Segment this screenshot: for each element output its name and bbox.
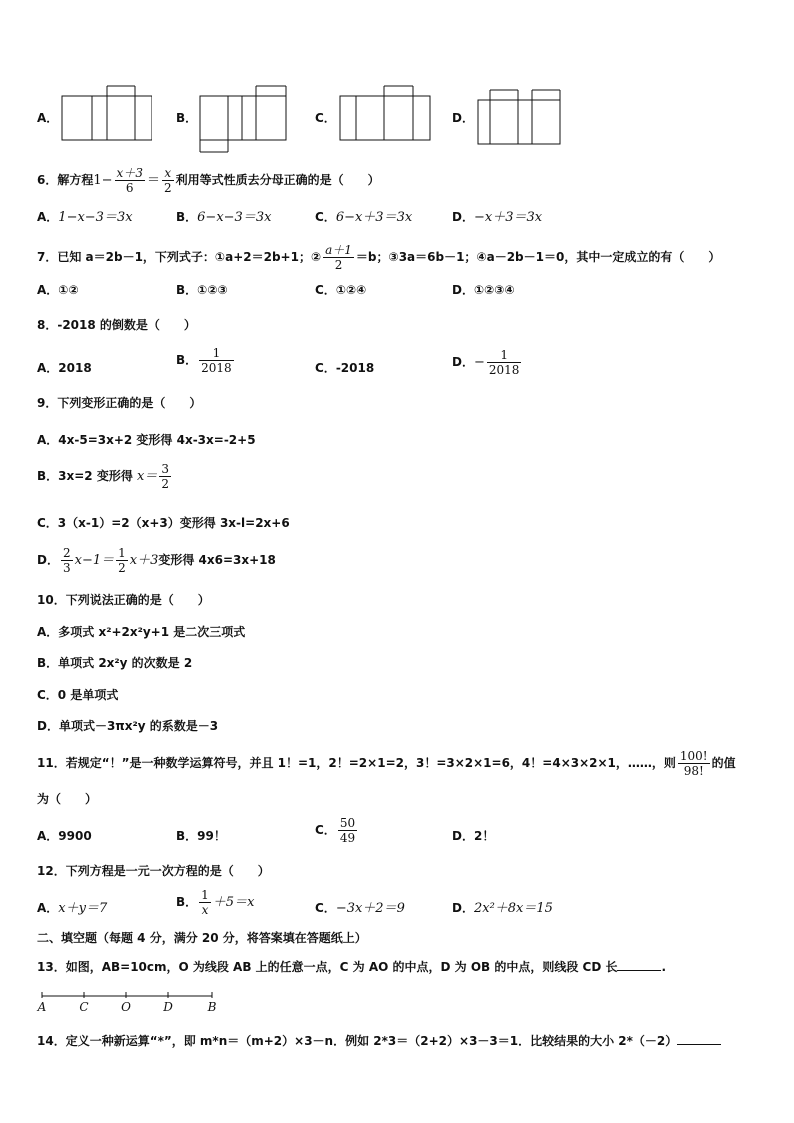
q9-option-c: C．3（x-1）=2（x+3）变形得 3x-l=2x+6 [37,516,290,530]
point-a-label: A [37,1000,47,1014]
q8-option-b: B． $\frac{1}{2018}$ [176,346,232,375]
q6-option-a: A．1−x−3＝3x [37,210,133,225]
q9-option-a: A．4x-5=3x+2 变形得 4x-3x=-2+5 [37,433,256,447]
section-2-heading: 二、填空题（每题 4 分，满分 20 分，将答案填在答题纸上） [37,931,367,945]
q10-option-d: D．单项式－3πx²y 的系数是－3 [37,719,219,733]
q10-option-c: C．0 是单项式 [37,688,119,702]
question-9-stem: 9．下列变形正确的是（ ） [37,396,202,410]
answer-blank[interactable] [677,1032,721,1045]
question-12-stem: 12．下列方程是一元一次方程的是（ ） [37,864,270,878]
question-14-stem: 14．定义一种新运算“*”，即 m*n＝（m+2）×3－n．例如 2*3＝（2+2）×3－3＝1．比较结果的大小 2*（－2） [37,1032,721,1049]
point-o-label: O [121,1000,131,1014]
q6-option-b: B．6−x−3＝3x [176,210,272,225]
q7-option-a: A．①② [37,283,79,297]
cube-net-a-icon [60,84,152,142]
cube-net-c-icon [338,84,432,144]
q8-option-a: A．2018 [37,361,92,375]
q10-option-a: A．多项式 x²+2x²y+1 是二次三项式 [37,625,246,639]
point-c-label: C [79,1000,89,1014]
q10-option-b: B．单项式 2x²y 的次数是 2 [37,656,193,670]
q12-option-b: B． $\frac{1}{x}$ ＋5＝x [176,888,255,917]
q5-option-a-label: A． [37,111,59,125]
q12-option-d: D．2x²＋8x＝15 [452,901,553,916]
q7-option-d: D．①②③④ [452,283,515,297]
question-6-stem: 6．解方程1− $\frac{x+3}{6}$ ＝ $\frac{x}{2}$ 利用等式性质去分母正确的是（ ） [37,166,380,195]
q7-option-c: C．①②④ [315,283,367,297]
cube-net-b-icon [198,84,290,154]
segment-ab-diagram [34,990,220,1014]
question-8-stem: 8．-2018 的倒数是（ ） [37,318,196,332]
q6-option-c: C．6−x＋3＝3x [315,210,413,225]
q12-option-c: C．−3x＋2＝9 [315,901,405,916]
q11-option-a: A．9900 [37,829,92,843]
q11-option-c: C． $\frac{50}{49}$ [315,816,356,845]
q7-option-b: B．①②③ [176,283,228,297]
q11-option-b: B．99！ [176,829,226,843]
q9-option-b: B．3x=2 变形得 x＝ $\frac{3}{2}$ [37,462,169,491]
q8-option-c: C．-2018 [315,361,375,375]
q12-option-a: A．x＋y＝7 [37,901,108,916]
q5-option-d-label: D． [452,111,474,125]
cube-net-d-icon [476,86,562,146]
question-10-stem: 10．下列说法正确的是（ ） [37,593,210,607]
answer-blank[interactable] [617,958,661,971]
question-11-stem: 11．若规定“！”是一种数学运算符号，并且 1！=1，2！=2×1=2，3！=3×2×1=6，4！=4×3×2×1，……，则 $\frac{100!}{98!}$ 的值 [37,749,736,778]
point-b-label: B [207,1000,217,1014]
q5-option-b-label: B． [176,111,198,125]
q5-option-c-label: C． [315,111,336,125]
point-d-label: D [163,1000,173,1014]
question-13-stem: 13．如图，AB=10cm，O 为线段 AB 上的任意一点，C 为 AO 的中点，D 为 OB 的中点，则线段 CD 长 . [37,960,667,974]
q11-option-d: D．2！ [452,829,495,843]
question-11-stem-cont: 为（ ） [37,792,98,806]
q8-option-d: D．− $\frac{1}{2018}$ [452,348,520,377]
q9-option-d: D． $\frac{2}{3}$ x−1＝ $\frac{1}{2}$ x＋3变形得 4x6=3x+18 [37,546,276,575]
question-7-stem: 7．已知 a＝2b－1，下列式子：①a+2＝2b+1；② $\frac{a+1}{2}$ ＝b；③3a＝6b－1；④a－2b－1＝0，其中一定成立的有（ ） [37,243,721,272]
q6-option-d: D．−x＋3＝3x [452,210,543,225]
